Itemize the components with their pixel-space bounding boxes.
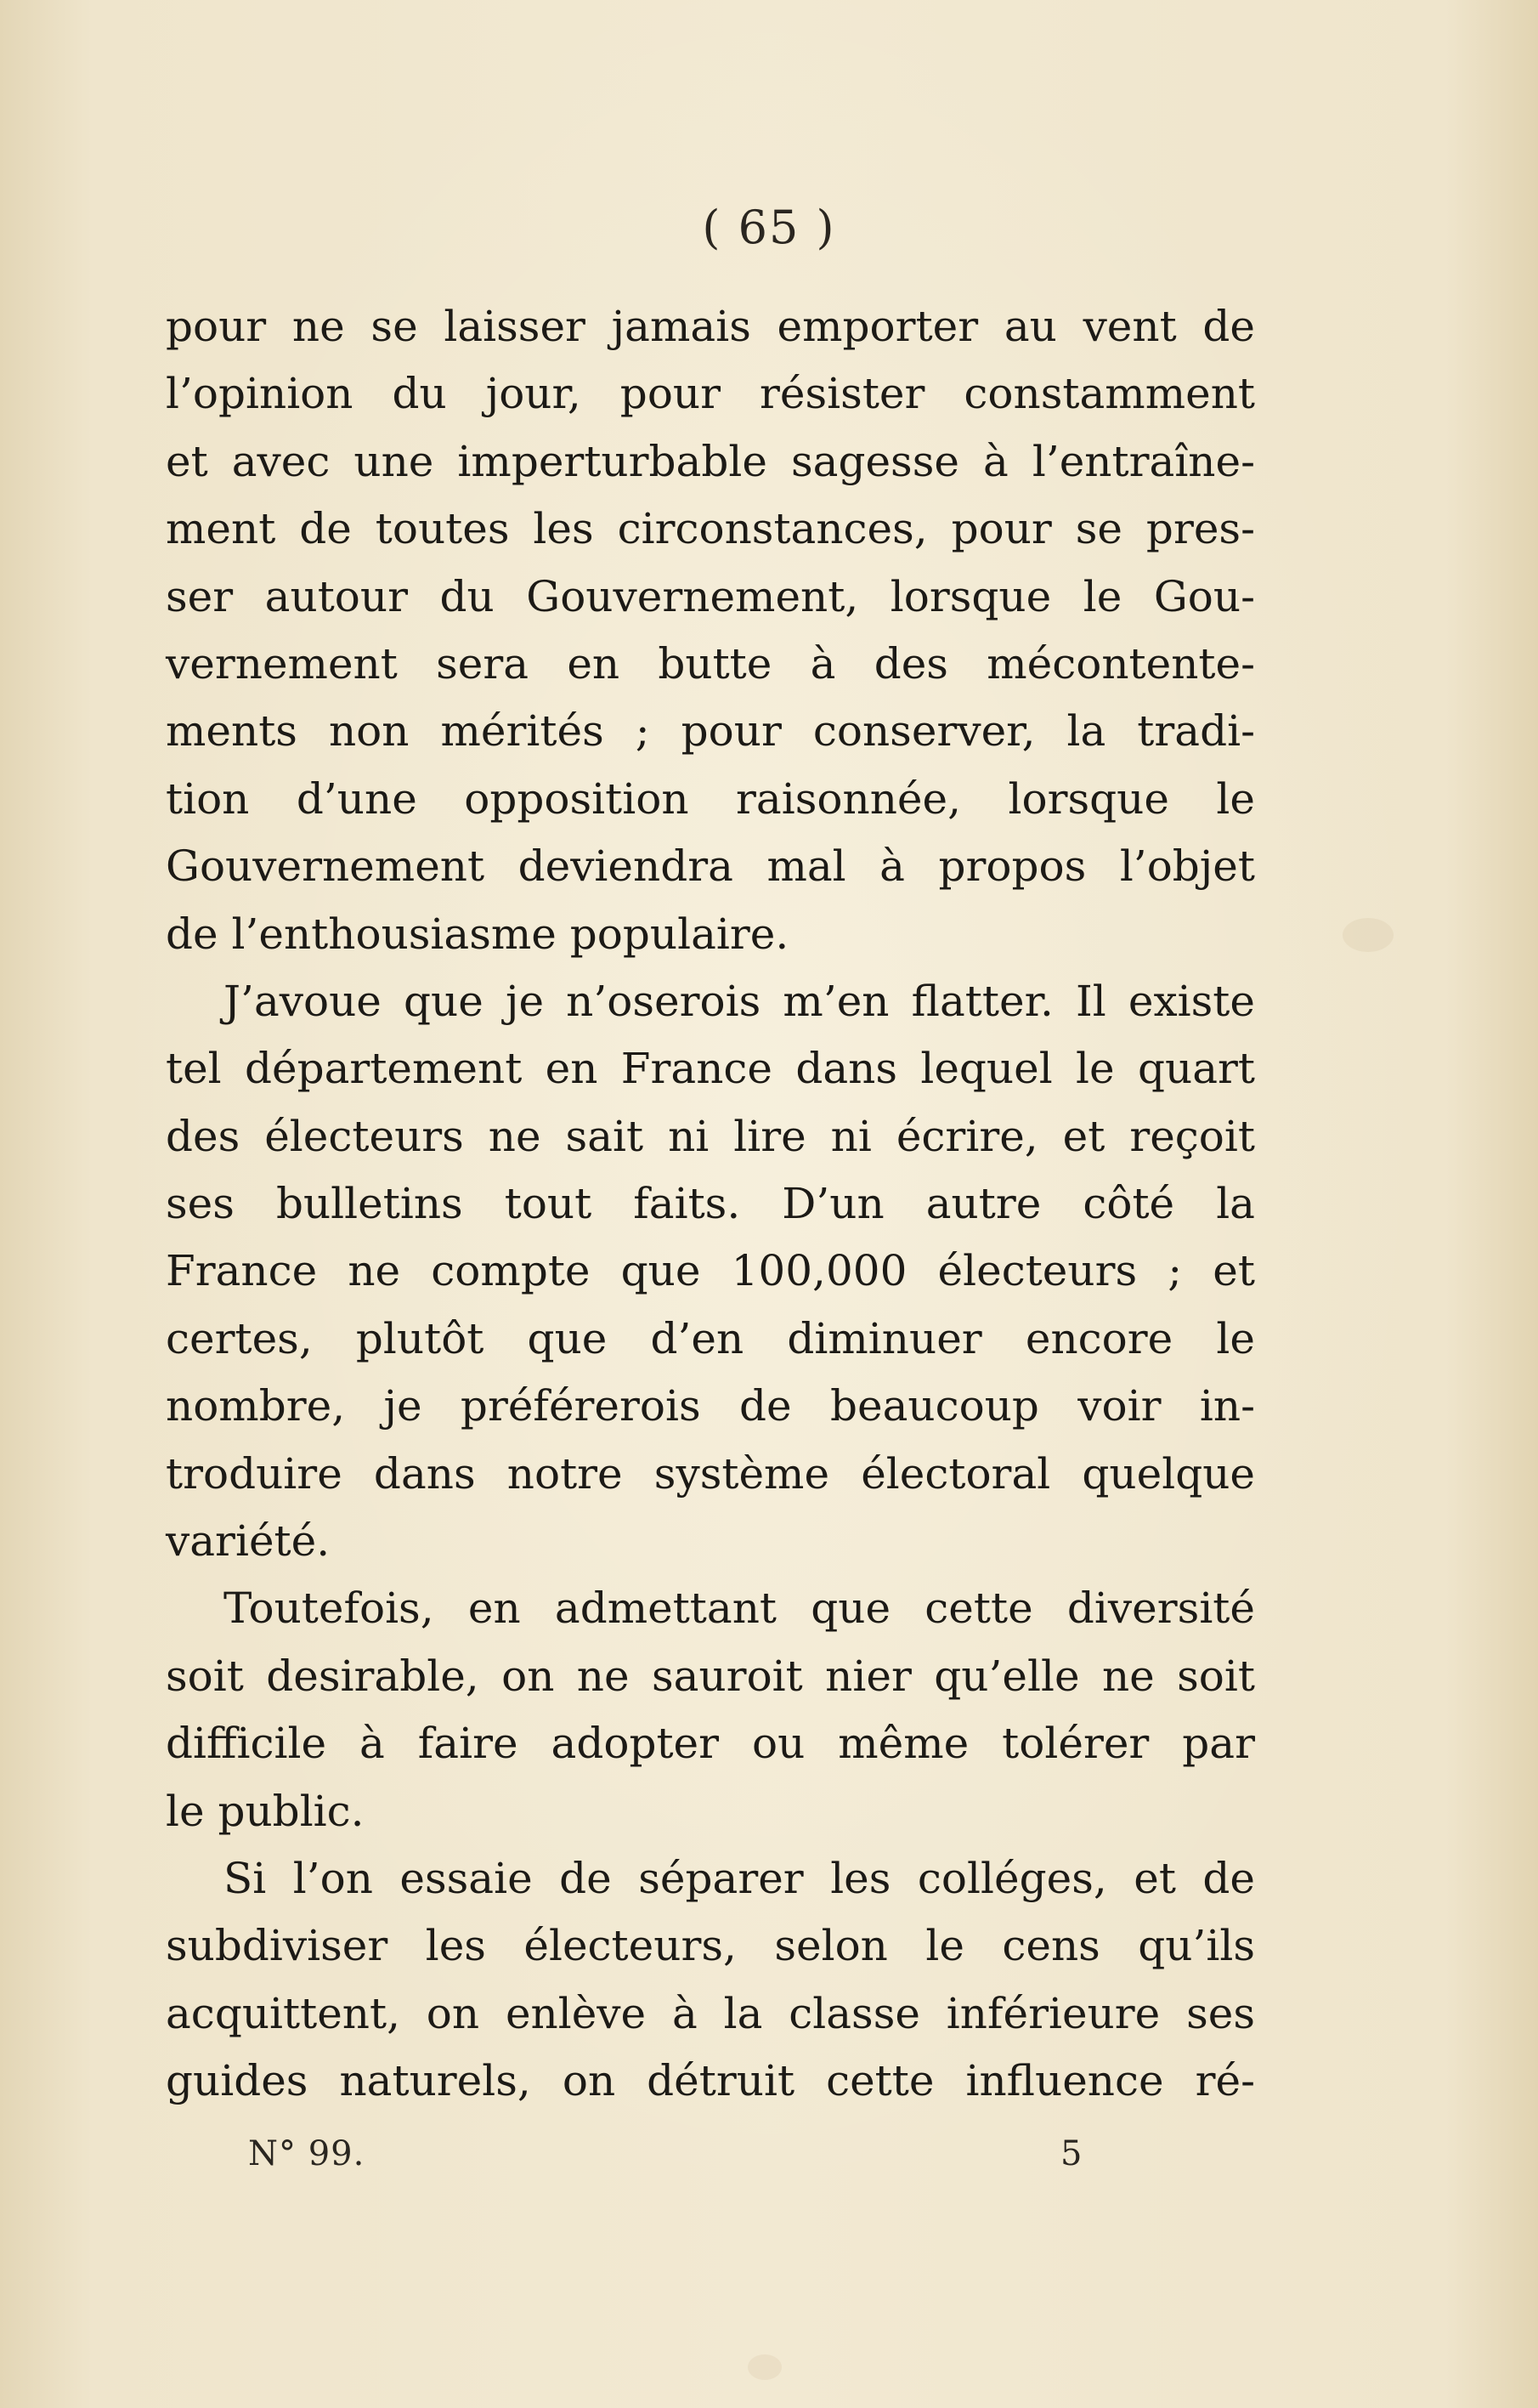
- text-line: certes, plutôt que d’en diminuer encore le: [166, 1313, 1255, 1363]
- text-line: l’opinion du jour, pour résister constamment: [166, 369, 1255, 419]
- text-line: des électeurs ne sait ni lire ni écrire, et reçoit: [166, 1111, 1255, 1161]
- paper-stain: [748, 2354, 782, 2380]
- text-line: le public.: [166, 1786, 365, 1836]
- text-line: vernement sera en butte à des mécontente-: [166, 638, 1255, 688]
- paper-stain: [1343, 918, 1394, 952]
- text-line: ses bulletins tout faits. D’un autre côté la: [166, 1179, 1255, 1229]
- text-line: acquittent, on enlève à la classe inférieure ses: [166, 1988, 1255, 2038]
- body-text: [166, 293, 1255, 2116]
- text-line: et avec une imperturbable sagesse à l’entraîne-: [166, 436, 1255, 486]
- text-line: ser autour du Gouvernement, lorsque le Gou-: [166, 571, 1255, 621]
- text-line: soit desirable, on ne sauroit nier qu’elle ne soit: [166, 1651, 1255, 1701]
- text-line: subdiviser les électeurs, selon le cens qu’ils: [166, 1921, 1255, 1971]
- text-line: guides naturels, on détruit cette influence ré-: [166, 2056, 1255, 2106]
- text-line: tel département en France dans lequel le quart: [166, 1044, 1255, 1094]
- text-line: ment de toutes les circonstances, pour se pres-: [166, 504, 1255, 554]
- text-line: Gouvernement deviendra mal à propos l’objet: [166, 841, 1255, 892]
- text-line: France ne compte que 100,000 électeurs ; et: [166, 1246, 1255, 1296]
- text-line: Toutefois, en admettant que cette diversité: [223, 1584, 1255, 1634]
- text-line: J’avoue que je n’oserois m’en flatter. Il existe: [223, 976, 1255, 1026]
- text-line: de l’enthousiasme populaire.: [166, 909, 789, 959]
- text-line: ments non mérités ; pour conserver, la tradi-: [166, 706, 1255, 756]
- signature-mark: N° 99.: [248, 2134, 365, 2173]
- text-line: variété.: [166, 1516, 331, 1567]
- sheet-number: 5: [1060, 2134, 1083, 2173]
- text-line: troduire dans notre système électoral quelque: [166, 1448, 1255, 1499]
- text-line: Si l’on essaie de séparer les colléges, et de: [223, 1853, 1255, 1903]
- text-line: pour ne se laisser jamais emporter au vent de: [166, 302, 1255, 351]
- text-line: tion d’une opposition raisonnée, lorsque le: [166, 773, 1255, 824]
- text-line: difficile à faire adopter ou même tolérer par: [166, 1719, 1255, 1769]
- page-number: ( 65 ): [702, 201, 836, 254]
- text-line: nombre, je préférerois de beaucoup voir in-: [166, 1381, 1255, 1431]
